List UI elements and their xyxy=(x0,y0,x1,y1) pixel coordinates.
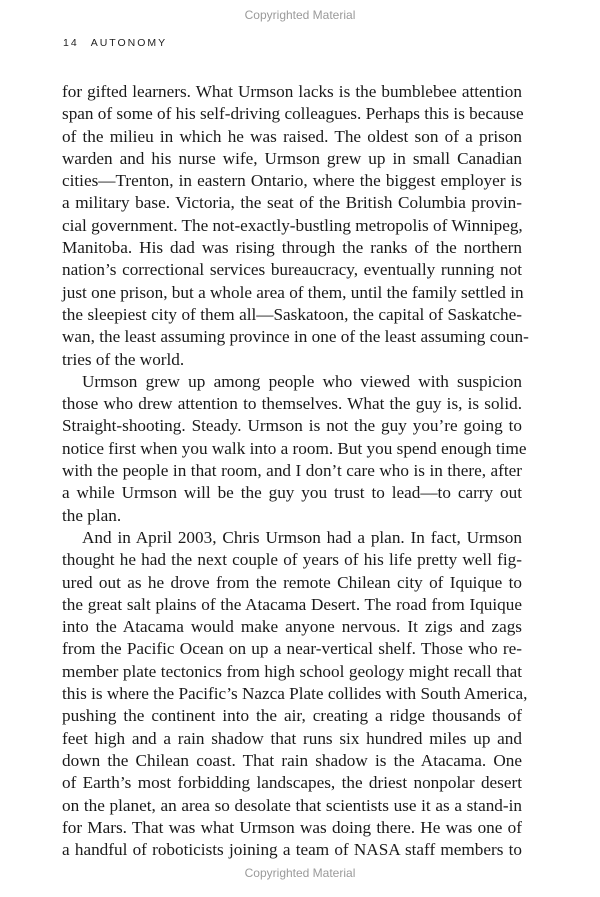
text-line: a military base. Victoria, the seat of the British Columbia provin- xyxy=(62,193,522,213)
text-line: feet high and a rain shadow that runs six hundred miles up and xyxy=(62,728,522,748)
text-line: nation’s correctional services bureaucracy, eventually running not xyxy=(62,260,522,280)
watermark-bottom: Copyrighted Material xyxy=(244,866,356,880)
running-head xyxy=(63,37,167,49)
body-text xyxy=(62,81,529,861)
text-line: for Mars. That was what Urmson was doing there. He was one of xyxy=(62,817,522,837)
text-line: Urmson grew up among people who viewed with suspicion xyxy=(82,371,522,391)
text-line: a handful of roboticists joining a team of NASA staff members to xyxy=(62,840,522,860)
text-line: thought he had the next couple of years of his life pretty well fig- xyxy=(62,550,522,570)
text-line: a while Urmson will be the guy you trust to lead—to carry out xyxy=(62,483,522,503)
text-line: pushing the continent into the air, creating a ridge thousands of xyxy=(62,706,522,726)
text-line: notice first when you walk into a room. But you spend enough time xyxy=(62,438,527,458)
text-line: the sleepiest city of them all—Saskatoon, the capital of Saskatche- xyxy=(62,304,522,324)
paragraph xyxy=(62,81,529,371)
text-line: Straight-shooting. Steady. Urmson is not the guy you’re going to xyxy=(62,416,522,436)
text-line: warden and his nurse wife, Urmson grew up in small Canadian xyxy=(62,148,522,168)
paragraph xyxy=(62,371,527,527)
text-line: Manitoba. His dad was rising through the ranks of the northern xyxy=(62,238,522,258)
text-line: the plan. xyxy=(62,505,122,525)
text-line: of the milieu in which he was raised. The oldest son of a prison xyxy=(62,126,522,146)
watermark-top: Copyrighted Material xyxy=(244,8,356,22)
text-line: just one prison, but a whole area of them, until the family settled in xyxy=(62,282,524,302)
text-line: those who drew attention to themselves. What the guy is, is solid. xyxy=(62,394,522,414)
text-line: cial government. The not-exactly-bustling metropolis of Winnipeg, xyxy=(62,215,523,235)
text-line: ured out as he drove from the remote Chilean city of Iquique to xyxy=(62,572,522,592)
text-line: for gifted learners. What Urmson lacks is the bumblebee attention xyxy=(62,82,522,101)
text-line: on the planet, an area so desolate that scientists use it as a stand-in xyxy=(62,795,522,815)
text-line: member plate tectonics from high school geology might recall that xyxy=(62,661,522,681)
text-line: with the people in that room, and I don’t care who is in there, after xyxy=(62,461,522,481)
paragraph xyxy=(62,527,528,861)
text-line: And in April 2003, Chris Urmson had a plan. In fact, Urmson xyxy=(82,527,522,547)
page-number: 14 xyxy=(63,37,79,49)
text-line: into the Atacama would make anyone nervous. It zigs and zags xyxy=(62,617,522,637)
text-line: down the Chilean coast. That rain shadow is the Atacama. One xyxy=(62,750,522,770)
text-line: from the Pacific Ocean on up a near-vertical shelf. Those who re- xyxy=(62,639,522,659)
text-line: cities—Trenton, in eastern Ontario, where the biggest employer is xyxy=(62,171,522,191)
text-line: wan, the least assuming province in one of the least assuming coun- xyxy=(62,327,529,347)
text-line: the great salt plains of the Atacama Desert. The road from Iquique xyxy=(62,594,522,614)
text-line: span of some of his self-driving colleagues. Perhaps this is because xyxy=(62,104,524,124)
text-line: this is where the Pacific’s Nazca Plate collides with South America, xyxy=(62,684,528,704)
text-line: of Earth’s most forbidding landscapes, the driest nonpolar desert xyxy=(62,773,522,793)
text-line: tries of the world. xyxy=(62,349,185,369)
running-title: AUTONOMY xyxy=(90,37,168,49)
